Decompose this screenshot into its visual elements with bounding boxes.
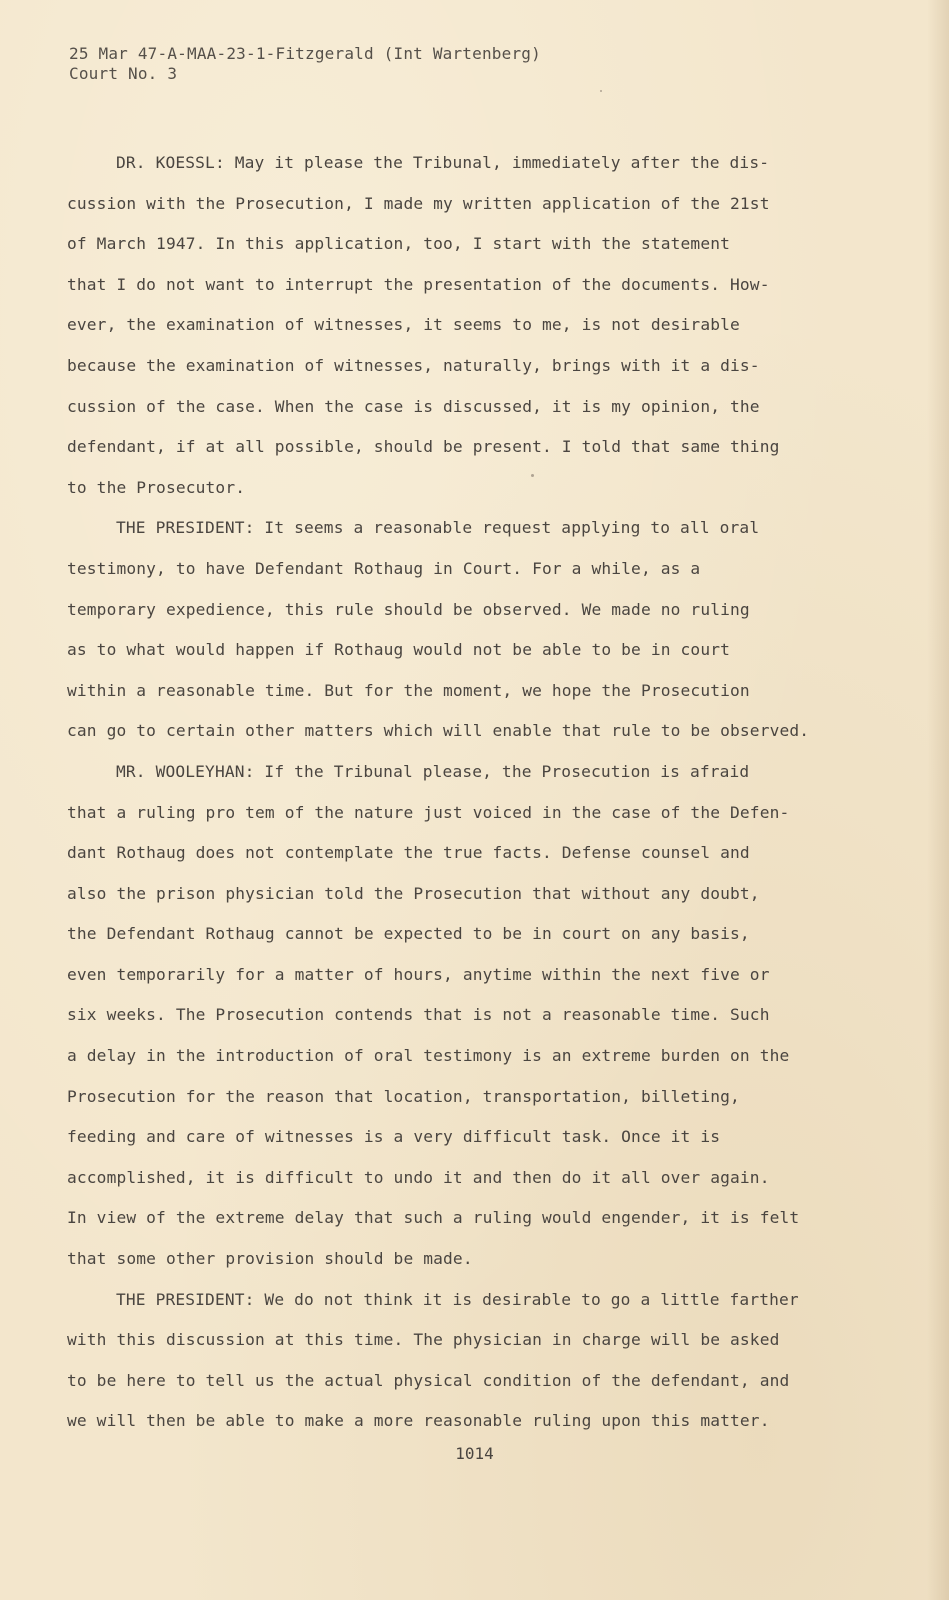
transcript-line: also the prison physician told the Prosecution that without any doubt, — [67, 883, 760, 903]
transcript-line: within a reasonable time. But for the moment, we hope the Prosecution — [67, 680, 750, 700]
transcript-line: six weeks. The Prosecution contends that is not a reasonable time. Such — [67, 1005, 770, 1025]
transcript-body — [67, 143, 847, 1442]
transcript-line: because the examination of witnesses, naturally, brings with it a dis- — [67, 355, 760, 375]
transcript-line: feeding and care of witnesses is a very difficult task. Once it is — [67, 1127, 721, 1147]
page-edge-shadow — [927, 0, 949, 1600]
transcript-line: even temporarily for a matter of hours, anytime within the next five or — [67, 964, 770, 984]
transcript-line: temporary expedience, this rule should be observed. We made no ruling — [67, 599, 750, 619]
transcript-line: to be here to tell us the actual physical condition of the defendant, and — [67, 1370, 790, 1390]
transcript-line: THE PRESIDENT: We do not think it is desirable to go a little farther — [116, 1289, 799, 1309]
transcript-line: MR. WOOLEYHAN: If the Tribunal please, the Prosecution is afraid — [116, 761, 750, 781]
paper-speck — [531, 474, 534, 477]
document-header — [69, 44, 541, 84]
transcript-line: dant Rothaug does not contemplate the true facts. Defense counsel and — [67, 843, 750, 863]
page-number: 1014 — [455, 1444, 494, 1463]
transcript-line: as to what would happen if Rothaug would not be able to be in court — [67, 640, 731, 660]
transcript-line: accomplished, it is difficult to undo it and then do it all over again. — [67, 1167, 770, 1187]
transcript-line: with this discussion at this time. The physician in charge will be asked — [67, 1330, 780, 1350]
transcript-line: DR. KOESSL: May it please the Tribunal, immediately after the dis- — [116, 153, 770, 172]
transcript-line: can go to certain other matters which will enable that rule to be observed. — [67, 721, 810, 741]
transcript-line: testimony, to have Defendant Rothaug in Court. For a while, as a — [67, 558, 701, 578]
transcript-line: that a ruling pro tem of the nature just voiced in the case of the Defen- — [67, 802, 790, 822]
transcript-line: we will then be able to make a more reasonable ruling upon this matter. — [67, 1411, 770, 1431]
transcript-line: cussion with the Prosecution, I made my written application of the 21st — [67, 193, 770, 213]
transcript-line: In view of the extreme delay that such a ruling would engender, it is felt — [67, 1208, 800, 1228]
transcript-line: of March 1947. In this application, too, I start with the statement — [67, 234, 731, 254]
header-case-reference: 25 Mar 47-A-MAA-23-1-Fitzgerald (Int Wartenberg) — [69, 44, 541, 63]
transcript-line: the Defendant Rothaug cannot be expected to be in court on any basis, — [67, 924, 750, 944]
paper-speck — [600, 90, 602, 92]
header-court-number: Court No. 3 — [69, 64, 178, 83]
transcript-line: that some other provision should be made. — [67, 1249, 473, 1269]
transcript-line: cussion of the case. When the case is discussed, it is my opinion, the — [67, 396, 760, 416]
transcript-line: to the Prosecutor. — [67, 477, 246, 497]
transcript-line: Prosecution for the reason that location, transportation, billeting, — [67, 1086, 740, 1106]
paper-speck — [751, 1178, 753, 1180]
transcript-line: THE PRESIDENT: It seems a reasonable request applying to all oral — [116, 518, 760, 538]
transcript-line: that I do not want to interrupt the presentation of the documents. How- — [67, 274, 770, 294]
transcript-line: a delay in the introduction of oral testimony is an extreme burden on the — [67, 1046, 790, 1066]
transcript-line: ever, the examination of witnesses, it seems to me, is not desirable — [67, 315, 740, 335]
transcript-line: defendant, if at all possible, should be present. I told that same thing — [67, 437, 780, 457]
